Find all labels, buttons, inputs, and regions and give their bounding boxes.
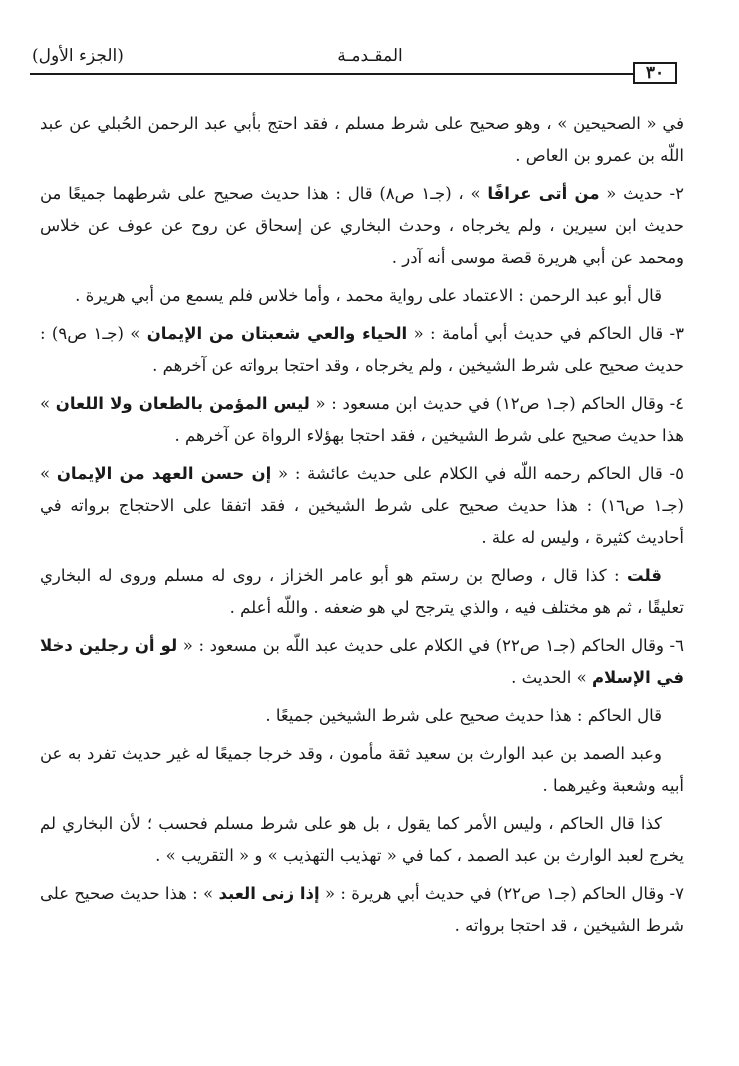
text-run: قال أبو عبد الرحمن : الاعتماد على رواية محمد ، وأما خلاس فلم يسمع من أبي هريرة .	[75, 286, 662, 305]
text-run: قال الحاكم : هذا حديث صحيح على شرط الشيخين جميعًا .	[265, 706, 662, 725]
paragraph	[40, 178, 684, 274]
hadith-text: قلت	[626, 566, 662, 585]
hadith-text: إذا زنى العبد	[218, 884, 320, 903]
paragraph	[40, 280, 684, 312]
paragraph	[40, 630, 684, 694]
text-run: » هذا حديث صحيح على شرط الشيخين ، فقد احتجا بهؤلاء الرواة عن آخرهم .	[40, 394, 684, 445]
paragraph	[40, 388, 684, 452]
text-run: كذا قال الحاكم ، وليس الأمر كما يقول ، بل هو على شرط مسلم فحسب ؛ لأن البخاري لم يخرج لعبد الوارث بن عبد الصمد ، كما في « تهذيب التهذيب » و « التقريب » .	[40, 814, 684, 865]
text-run: : كذا قال ، وصالح بن رستم هو أبو عامر الخزاز ، روى له مسلم وروى له البخاري تعليقًا ، ثم هو مختلف فيه ، والذي يترجح لي هو ضعفه . واللّه أعلم .	[40, 566, 684, 617]
text-run: وعبد الصمد بن عبد الوارث بن سعيد ثقة مأمون ، وقد خرجا جميعًا له غير حديث تفرد به عن أبيه وشعبة وغيرهما .	[40, 744, 684, 795]
page-body	[40, 108, 684, 948]
text-run: » (جـ١ ص٩) : حديث صحيح على شرط الشيخين ، ولم يخرجاه ، وقد احتجا برواته عن آخرهم .	[40, 324, 684, 375]
paragraph	[40, 108, 684, 172]
paragraph	[40, 560, 684, 624]
text-run: » (جـ١ ص١٦) : هذا حديث صحيح على شرط الشيخين ، فقد اتفقا على الاحتجاج برواته في أحاديث كثيرة ، وليس له علة .	[40, 464, 684, 547]
hadith-text: الحياء والعي شعبتان من الإيمان	[146, 324, 408, 343]
header-rule	[30, 73, 633, 75]
text-run: ٣- قال الحاكم في حديث أبي أمامة : «	[407, 324, 684, 343]
paragraph	[40, 878, 684, 942]
paragraph	[40, 700, 684, 732]
hadith-text: لو أن رجلين دخلا في الإسلام	[40, 636, 684, 687]
text-run: ٦- وقال الحاكم (جـ١ ص٢٢) في الكلام على حديث عبد اللّه بن مسعود : «	[177, 636, 684, 655]
text-run: » ، (جـ١ ص٨) قال : هذا حديث صحيح على شرطهما جميعًا من حديث ابن سيرين ، ولم يخرجاه ، وحدث البخاري عن إسحاق عن روح عن عوف عن خلاس ومحمد عن أبي هريرة قصة موسى أنه آدر .	[40, 184, 684, 267]
text-run: » الحديث .	[511, 668, 592, 687]
hadith-text: من أتى عرافًا	[487, 184, 600, 203]
page-number: ٣٠	[633, 62, 677, 84]
volume-label: (الجزء الأول)	[32, 46, 124, 66]
paragraph	[40, 458, 684, 554]
text-run: ٧- وقال الحاكم (جـ١ ص٢٢) في حديث أبي هريرة : «	[319, 884, 684, 903]
text-run: ٤- وقال الحاكم (جـ١ ص١٢) في حديث ابن مسعود : «	[309, 394, 685, 413]
hadith-text: ليس المؤمن بالطعان ولا اللعان	[55, 394, 310, 413]
text-run: » : هذا حديث صحيح على شرط الشيخين ، قد احتجا برواته .	[40, 884, 684, 935]
text-run: ٢- حديث «	[599, 184, 684, 203]
paragraph	[40, 808, 684, 872]
chapter-title: المقـدمـة	[337, 46, 403, 66]
paragraph	[40, 738, 684, 802]
hadith-text: إن حسن العهد من الإيمان	[56, 464, 272, 483]
text-run: ٥- قال الحاكم رحمه اللّه في الكلام على حديث عائشة : «	[271, 464, 684, 483]
paragraph	[40, 318, 684, 382]
text-run: في « الصحيحين » ، وهو صحيح على شرط مسلم ، فقد احتج بأبي عبد الرحمن الحُبلي عن عبد اللّه بن عمرو بن العاص .	[40, 114, 684, 165]
